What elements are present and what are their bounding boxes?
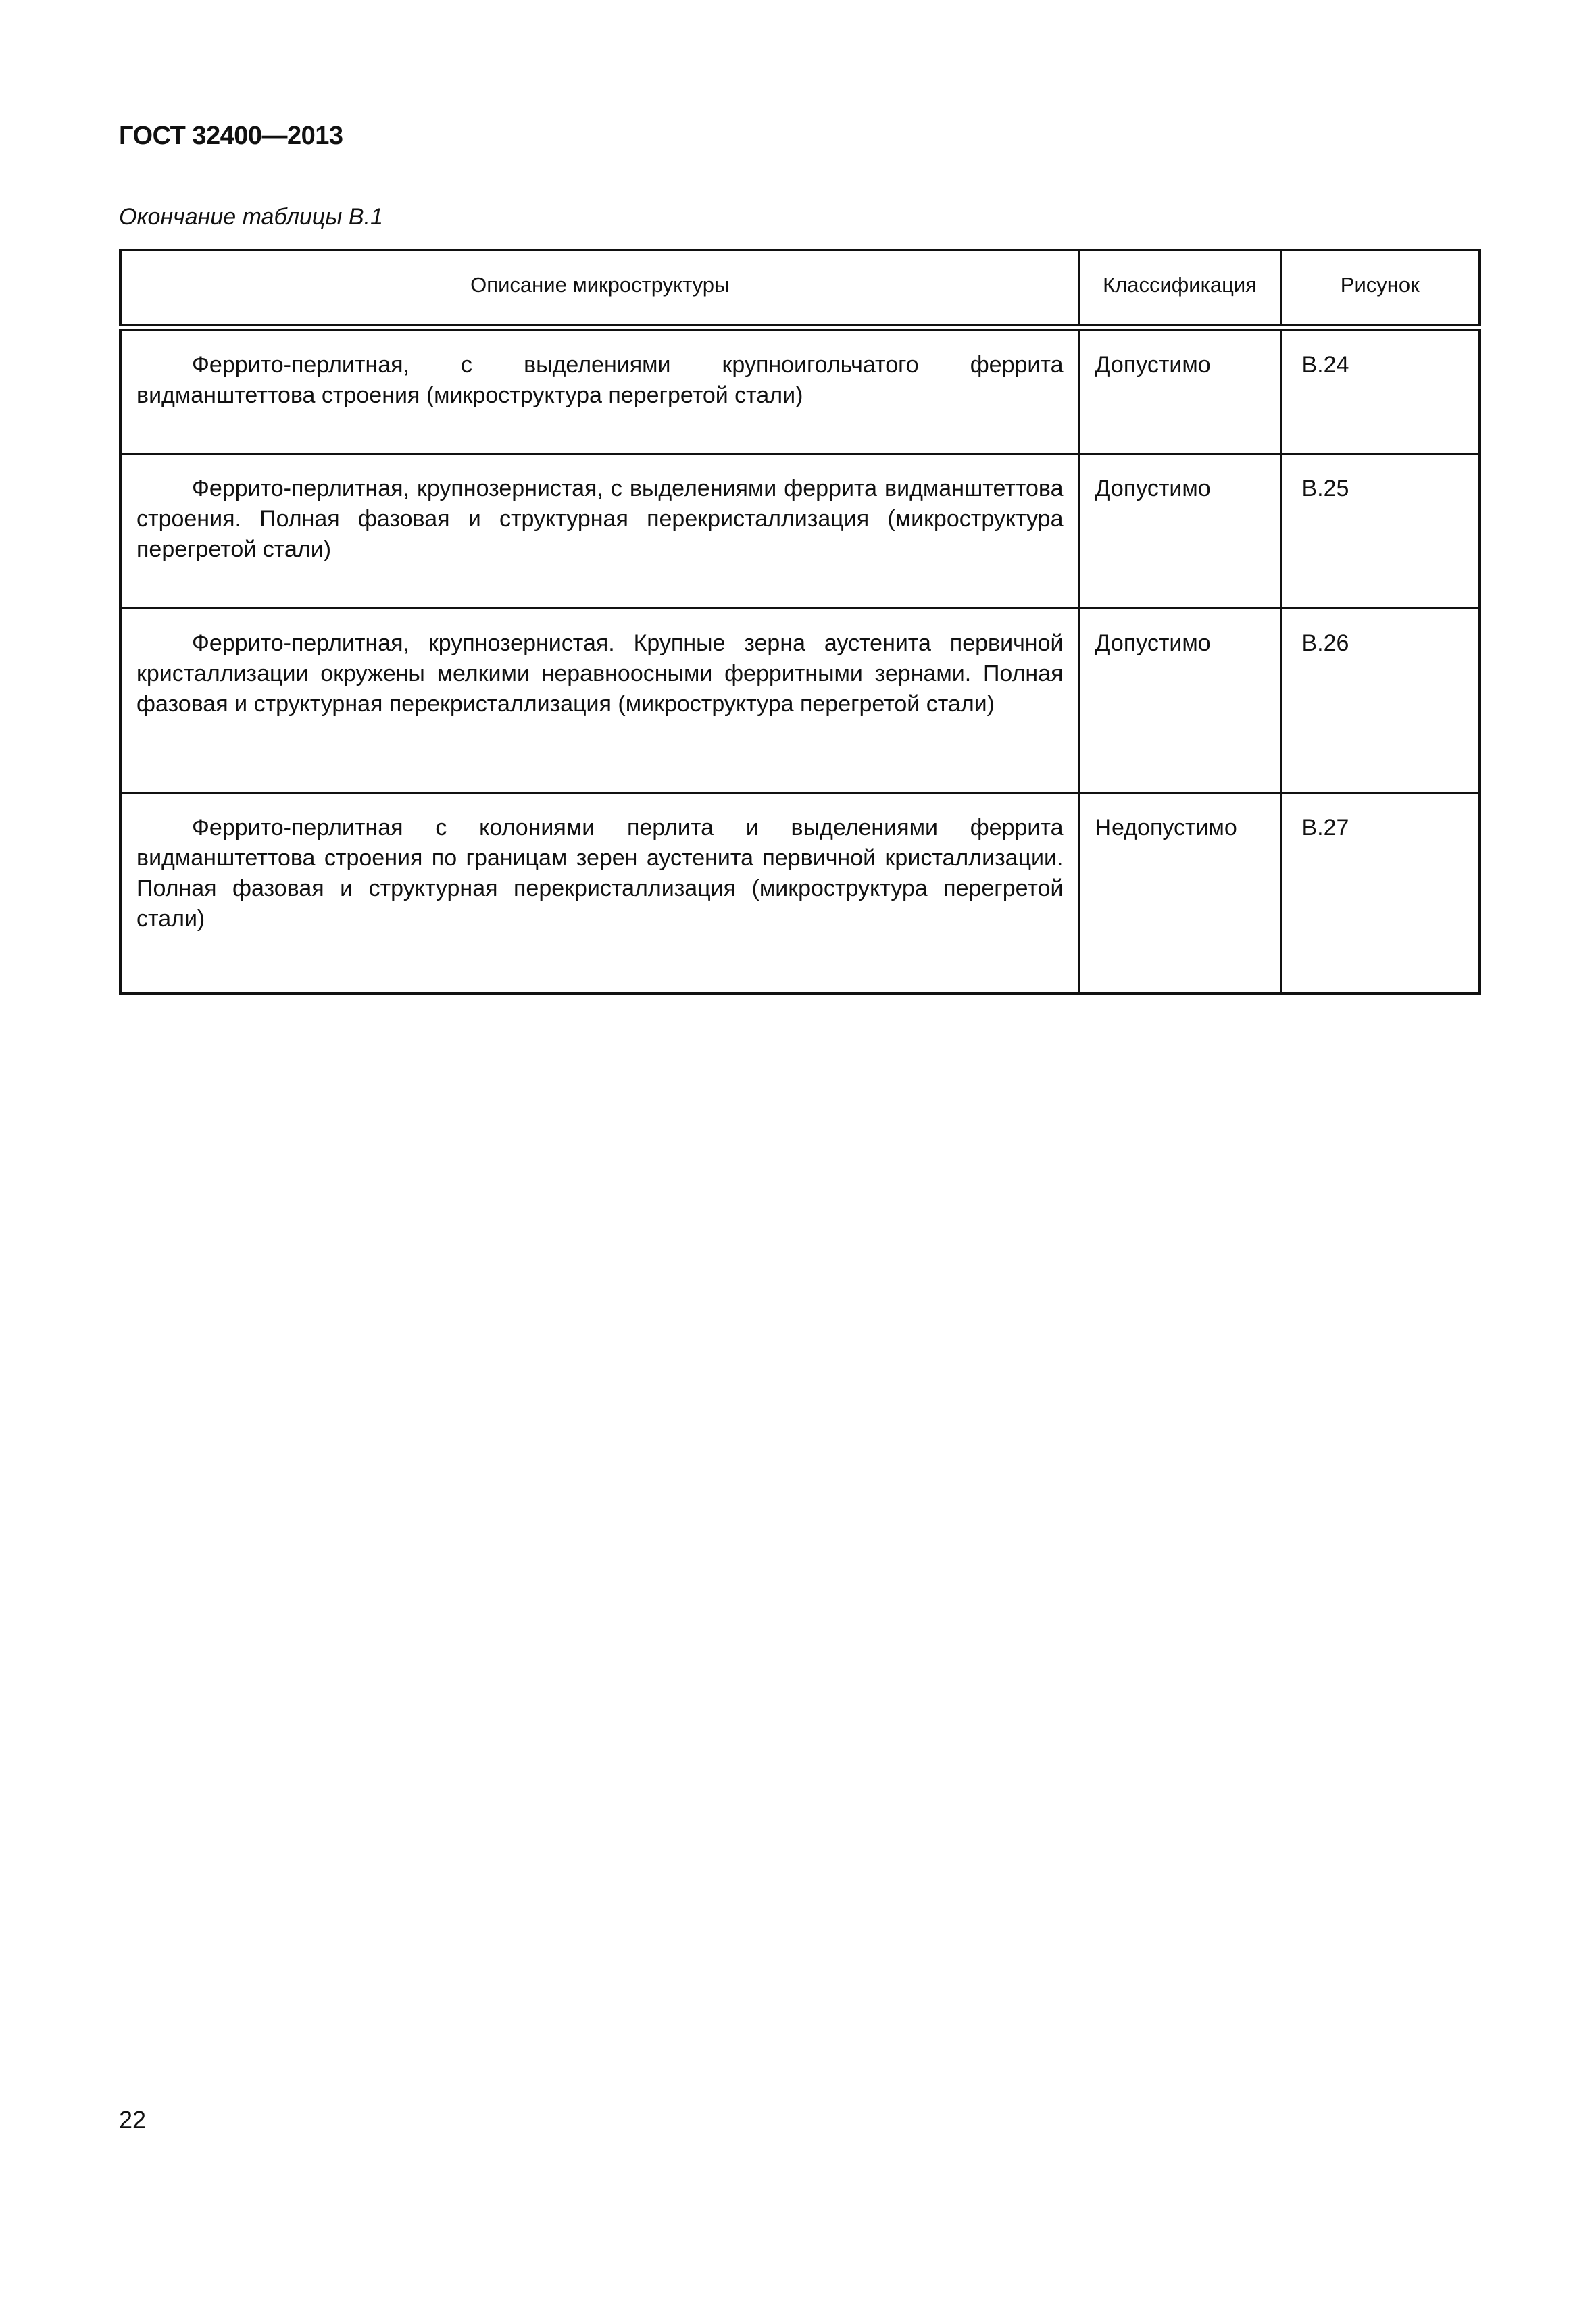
- figure-cell: В.25: [1280, 454, 1480, 609]
- description-cell: [120, 454, 1079, 609]
- classification-cell: Допустимо: [1079, 454, 1280, 609]
- classification-cell: Допустимо: [1079, 609, 1280, 793]
- table-row: [120, 609, 1480, 793]
- table-caption: Окончание таблицы В.1: [119, 204, 383, 230]
- microstructure-table: [119, 249, 1481, 995]
- description-text: Феррито-перлитная, с выделениями крупноигольчатого феррита видманштеттова строения (микроструктура перегретой стали): [136, 352, 1064, 408]
- description-cell: [120, 328, 1079, 454]
- figure-cell: В.26: [1280, 609, 1480, 793]
- table-row: [120, 328, 1480, 454]
- table-row: [120, 454, 1480, 609]
- column-header-figure: Рисунок: [1280, 250, 1480, 328]
- table-row: [120, 793, 1480, 994]
- table-container: [119, 249, 1478, 995]
- description-text: Феррито-перлитная, крупнозернистая, с выделениями феррита видманштеттова строения. Полная фазовая и структурная перекристаллизация (микроструктура перегретой стали): [136, 476, 1064, 562]
- classification-cell: Недопустимо: [1079, 793, 1280, 994]
- description-text: Феррито-перлитная, крупнозернистая. Крупные зерна аустенита первичной кристаллизации окружены мелкими неравноосными ферритными зернами. Полная фазовая и структурная перекристаллизация (микроструктура перегретой стали): [136, 630, 1064, 717]
- figure-cell: В.27: [1280, 793, 1480, 994]
- classification-cell: Допустимо: [1079, 328, 1280, 454]
- page-number: 22: [119, 2106, 147, 2134]
- description-cell: [120, 609, 1079, 793]
- column-header-description: Описание микроструктуры: [120, 250, 1079, 328]
- description-text: Феррито-перлитная с колониями перлита и выделениями феррита видманштеттова строения по границам зерен аустенита первичной кристаллизации. Полная фазовая и структурная перекристаллизация (микроструктура перегретой стали): [136, 815, 1064, 932]
- description-cell: [120, 793, 1079, 994]
- figure-cell: В.24: [1280, 328, 1480, 454]
- column-header-classification: Классификация: [1079, 250, 1280, 328]
- table-header-row: [120, 250, 1480, 328]
- document-header: ГОСТ 32400—2013: [119, 122, 343, 150]
